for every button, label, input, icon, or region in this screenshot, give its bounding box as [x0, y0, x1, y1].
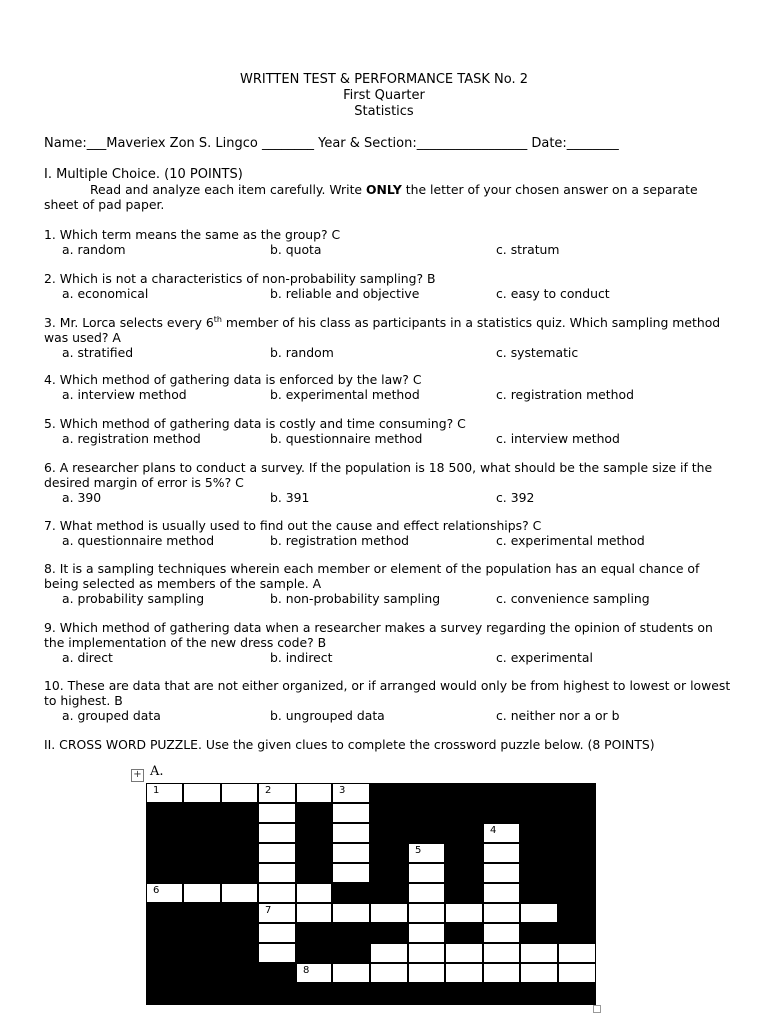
- question-stem: 2. Which is not a characteristics of non-probability sampling? B: [44, 271, 436, 286]
- crossword-black-cell: [520, 803, 558, 823]
- quarter-label: First Quarter: [343, 88, 425, 103]
- crossword-black-cell: [408, 983, 445, 1005]
- crossword-cell[interactable]: [332, 783, 370, 803]
- instructions-emphasis: ONLY: [366, 182, 402, 197]
- option-b: b. indirect: [270, 650, 333, 665]
- option-c: c. registration method: [496, 387, 634, 402]
- crossword-clue-number: 2: [265, 785, 272, 796]
- crossword-black-cell: [558, 803, 596, 823]
- crossword-cell[interactable]: [370, 963, 408, 983]
- section-2-title: II. CROSS WORD PUZZLE. Use the given clues to complete the crossword puzzle below. (8 POINTS): [44, 737, 655, 752]
- question-6: [44, 460, 734, 505]
- option-a: a. grouped data: [62, 708, 161, 723]
- crossword-cell[interactable]: [483, 963, 520, 983]
- crossword-black-cell: [183, 943, 221, 963]
- crossword-black-cell: [445, 983, 483, 1005]
- option-c: c. stratum: [496, 242, 560, 257]
- crossword-cell[interactable]: [296, 903, 332, 923]
- question-stem: 8. It is a sampling techniques wherein each member or element of the population has an equal chance of being selected as members of the sample. A: [44, 561, 700, 591]
- crossword-cell[interactable]: [258, 843, 296, 863]
- crossword-clue-number: 3: [339, 785, 346, 796]
- crossword-black-cell: [520, 983, 558, 1005]
- crossword-cell[interactable]: [146, 783, 183, 803]
- crossword-black-cell: [558, 823, 596, 843]
- crossword-black-cell: [221, 923, 258, 943]
- crossword-cell[interactable]: [258, 783, 296, 803]
- crossword-black-cell: [370, 803, 408, 823]
- option-b: b. experimental method: [270, 387, 420, 402]
- crossword-black-cell: [146, 863, 183, 883]
- crossword-black-cell: [221, 903, 258, 923]
- crossword-cell[interactable]: [370, 943, 408, 963]
- question-4: [44, 372, 734, 402]
- crossword-black-cell: [183, 963, 221, 983]
- crossword-cell[interactable]: [558, 963, 596, 983]
- crossword-black-cell: [520, 783, 558, 803]
- crossword-cell[interactable]: [408, 943, 445, 963]
- option-c: c. neither nor a or b: [496, 708, 620, 723]
- crossword-black-cell: [370, 983, 408, 1005]
- option-c: c. experimental: [496, 650, 593, 665]
- crossword-clue-number: 6: [153, 885, 160, 896]
- question-10: [44, 678, 734, 723]
- question-7: [44, 518, 734, 548]
- crossword-cell[interactable]: [332, 843, 370, 863]
- crossword-cell[interactable]: [258, 943, 296, 963]
- option-a: a. 390: [62, 490, 102, 505]
- question-1: [44, 227, 734, 257]
- question-5: [44, 416, 734, 446]
- crossword-black-cell: [558, 783, 596, 803]
- crossword-cell[interactable]: [483, 943, 520, 963]
- crossword-black-cell: [332, 983, 370, 1005]
- crossword-cell[interactable]: [146, 883, 183, 903]
- option-c: c. convenience sampling: [496, 591, 650, 606]
- crossword-black-cell: [146, 843, 183, 863]
- crossword-black-cell: [296, 863, 332, 883]
- option-c: c. easy to conduct: [496, 286, 610, 301]
- crossword-black-cell: [558, 843, 596, 863]
- crossword-cell[interactable]: [221, 883, 258, 903]
- crossword-black-cell: [445, 923, 483, 943]
- question-stem: 10. These are data that are not either organized, or if arranged would only be from highest to lowest or lowest to highest. B: [44, 678, 731, 708]
- question-3: [44, 315, 734, 360]
- crossword-black-cell: [296, 943, 332, 963]
- crossword-black-cell: [520, 823, 558, 843]
- crossword-cell[interactable]: [408, 843, 445, 863]
- crossword-black-cell: [332, 883, 370, 903]
- crossword-black-cell: [370, 823, 408, 843]
- question-8: [44, 561, 734, 606]
- crossword-black-cell: [221, 983, 258, 1005]
- crossword-cell[interactable]: [183, 883, 221, 903]
- crossword-cell[interactable]: [332, 963, 370, 983]
- crossword-cell[interactable]: [332, 823, 370, 843]
- crossword-cell[interactable]: [445, 943, 483, 963]
- crossword-cell[interactable]: [332, 803, 370, 823]
- question-stem: 9. Which method of gathering data when a researcher makes a survey regarding the opinion of students on the implementation of the new dress code? B: [44, 620, 713, 650]
- crossword-black-cell: [558, 983, 596, 1005]
- crossword-cell[interactable]: [332, 863, 370, 883]
- option-b: b. non-probability sampling: [270, 591, 441, 606]
- crossword-cell[interactable]: [296, 963, 332, 983]
- crossword-clue-number: 1: [153, 785, 160, 796]
- crossword-cell[interactable]: [296, 783, 332, 803]
- question-stem: 1. Which term means the same as the group? C: [44, 227, 341, 242]
- crossword-clue-number: 4: [490, 825, 497, 836]
- crossword-cell[interactable]: [483, 823, 520, 843]
- option-b: b. 391: [270, 490, 310, 505]
- crossword-black-cell: [296, 823, 332, 843]
- crossword-black-cell: [370, 783, 408, 803]
- crossword-black-cell: [445, 823, 483, 843]
- crossword-cell[interactable]: [445, 903, 483, 923]
- question-9: [44, 620, 734, 665]
- option-c: c. systematic: [496, 345, 579, 360]
- crossword-cell[interactable]: [520, 903, 558, 923]
- crossword-black-cell: [483, 783, 520, 803]
- crossword-black-cell: [483, 983, 520, 1005]
- crossword-cell[interactable]: [483, 863, 520, 883]
- option-a: a. probability sampling: [62, 591, 205, 606]
- question-stem: 6. A researcher plans to conduct a survey. If the population is 18 500, what should be the sample size if the desired margin of error is 5%? C: [44, 460, 713, 490]
- crossword-black-cell: [445, 863, 483, 883]
- crossword-black-cell: [445, 843, 483, 863]
- option-b: b. registration method: [270, 533, 410, 548]
- crossword-cell[interactable]: [183, 783, 221, 803]
- crossword-black-cell: [445, 883, 483, 903]
- crossword-black-cell: [183, 863, 221, 883]
- crossword-black-cell: [221, 843, 258, 863]
- crossword-cell[interactable]: [408, 923, 445, 943]
- question-stem: 5. Which method of gathering data is costly and time consuming? C: [44, 416, 466, 431]
- crossword-cell[interactable]: [483, 883, 520, 903]
- crossword-cell[interactable]: [520, 963, 558, 983]
- crossword-black-cell: [520, 923, 558, 943]
- crossword-cell[interactable]: [221, 783, 258, 803]
- crossword-black-cell: [221, 963, 258, 983]
- crossword-black-cell: [221, 943, 258, 963]
- crossword-cell[interactable]: [558, 943, 596, 963]
- instructions-text-2: the letter of your chosen answer on a separate sheet of pad paper.: [44, 182, 698, 212]
- table-resize-handle-icon[interactable]: [593, 1005, 601, 1013]
- option-b: b. questionnaire method: [270, 431, 423, 446]
- crossword-cell[interactable]: [370, 903, 408, 923]
- option-b: b. random: [270, 345, 334, 360]
- crossword-cell[interactable]: [408, 963, 445, 983]
- crossword-black-cell: [558, 903, 596, 923]
- crossword-black-cell: [146, 983, 183, 1005]
- option-a: a. stratified: [62, 345, 134, 360]
- crossword-black-cell: [146, 823, 183, 843]
- crossword-black-cell: [370, 863, 408, 883]
- crossword-black-cell: [221, 803, 258, 823]
- question-stem: 7. What method is usually used to find out the cause and effect relationships? C: [44, 518, 542, 533]
- crossword-black-cell: [258, 963, 296, 983]
- section-1-title: I. Multiple Choice. (10 POINTS): [44, 167, 243, 182]
- question-2: [44, 271, 734, 301]
- option-a: a. questionnaire method: [62, 533, 215, 548]
- crossword-cell[interactable]: [258, 923, 296, 943]
- crossword-black-cell: [558, 883, 596, 903]
- section-1-instructions: [44, 182, 734, 212]
- crossword-cell[interactable]: [483, 903, 520, 923]
- crossword-cell[interactable]: [332, 903, 370, 923]
- question-stem: [44, 315, 734, 345]
- crossword-cell[interactable]: [408, 903, 445, 923]
- subject-label: Statistics: [354, 104, 414, 119]
- table-move-handle-icon[interactable]: +: [131, 769, 144, 782]
- crossword-black-cell: [558, 863, 596, 883]
- crossword-label: A.: [150, 764, 164, 779]
- crossword-black-cell: [370, 843, 408, 863]
- crossword-cell[interactable]: [258, 863, 296, 883]
- crossword-black-cell: [445, 783, 483, 803]
- crossword-black-cell: [296, 923, 332, 943]
- crossword-cell[interactable]: [445, 963, 483, 983]
- option-c: c. interview method: [496, 431, 620, 446]
- crossword-black-cell: [520, 843, 558, 863]
- crossword-cell[interactable]: [258, 803, 296, 823]
- crossword-grid[interactable]: [146, 783, 596, 1005]
- crossword-black-cell: [146, 923, 183, 943]
- crossword-black-cell: [445, 803, 483, 823]
- crossword-black-cell: [146, 943, 183, 963]
- option-b: b. reliable and objective: [270, 286, 420, 301]
- crossword-black-cell: [146, 903, 183, 923]
- question-stem: 4. Which method of gathering data is enforced by the law? C: [44, 372, 422, 387]
- crossword-black-cell: [408, 803, 445, 823]
- option-a: a. direct: [62, 650, 113, 665]
- crossword-cell[interactable]: [296, 883, 332, 903]
- crossword-cell[interactable]: [258, 883, 296, 903]
- crossword-clue-number: 7: [265, 905, 272, 916]
- instructions-text-1: Read and analyze each item carefully. Write: [90, 182, 366, 197]
- crossword-black-cell: [221, 823, 258, 843]
- crossword-black-cell: [370, 883, 408, 903]
- crossword-black-cell: [183, 923, 221, 943]
- crossword-cell[interactable]: [258, 823, 296, 843]
- option-b: b. ungrouped data: [270, 708, 385, 723]
- crossword-black-cell: [408, 823, 445, 843]
- crossword-cell[interactable]: [408, 863, 445, 883]
- crossword-black-cell: [183, 803, 221, 823]
- option-a: a. interview method: [62, 387, 187, 402]
- crossword-black-cell: [183, 823, 221, 843]
- crossword-black-cell: [296, 803, 332, 823]
- crossword-black-cell: [258, 983, 296, 1005]
- crossword-black-cell: [370, 923, 408, 943]
- crossword-clue-number: 5: [415, 845, 422, 856]
- crossword-cell[interactable]: [483, 923, 520, 943]
- question-stem-part: 3. Mr. Lorca selects every 6: [44, 315, 214, 330]
- crossword-black-cell: [183, 983, 221, 1005]
- crossword-black-cell: [408, 783, 445, 803]
- crossword-black-cell: [332, 923, 370, 943]
- crossword-black-cell: [183, 843, 221, 863]
- crossword-black-cell: [520, 883, 558, 903]
- crossword-black-cell: [483, 803, 520, 823]
- question-stem-part: member of his class as participants in a statistics quiz. Which sampling method was used? A: [44, 315, 721, 345]
- crossword-black-cell: [221, 863, 258, 883]
- option-a: a. random: [62, 242, 126, 257]
- option-a: a. registration method: [62, 431, 201, 446]
- crossword-black-cell: [183, 903, 221, 923]
- crossword-cell[interactable]: [520, 943, 558, 963]
- crossword-cell[interactable]: [408, 883, 445, 903]
- crossword-clue-number: 8: [303, 965, 310, 976]
- crossword-black-cell: [520, 863, 558, 883]
- crossword-black-cell: [296, 843, 332, 863]
- crossword-black-cell: [332, 943, 370, 963]
- crossword-cell[interactable]: [483, 843, 520, 863]
- crossword-black-cell: [146, 803, 183, 823]
- option-c: c. 392: [496, 490, 535, 505]
- option-c: c. experimental method: [496, 533, 645, 548]
- option-a: a. economical: [62, 286, 149, 301]
- crossword-black-cell: [296, 983, 332, 1005]
- student-info-line: Name:___Maveriex Zon S. Lingco ________ Year & Section:_________________ Date:________: [44, 136, 619, 151]
- option-b: b. quota: [270, 242, 322, 257]
- ordinal-superscript: th: [213, 314, 222, 324]
- crossword-black-cell: [146, 963, 183, 983]
- document-title: WRITTEN TEST & PERFORMANCE TASK No. 2: [240, 72, 528, 87]
- crossword-black-cell: [558, 923, 596, 943]
- crossword-cell[interactable]: [258, 903, 296, 923]
